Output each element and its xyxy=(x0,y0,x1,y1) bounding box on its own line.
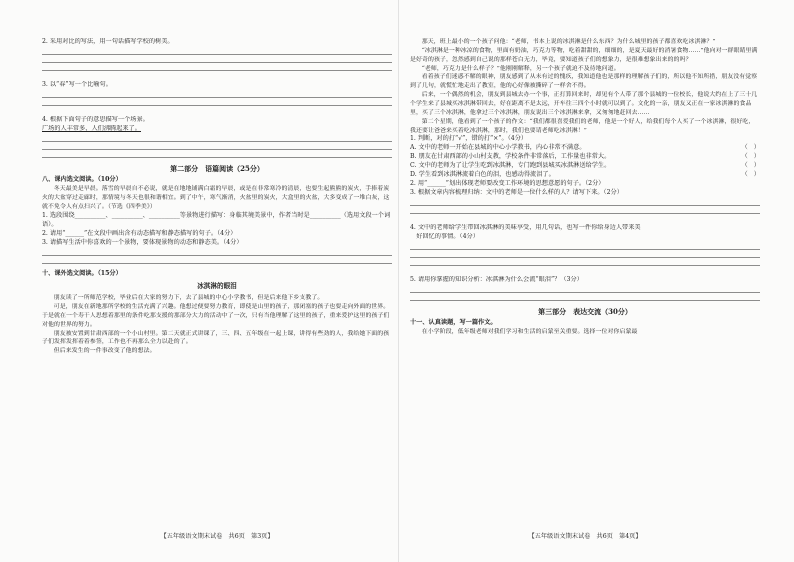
answer-line[interactable] xyxy=(410,249,760,250)
answer-line[interactable] xyxy=(42,70,392,71)
left-q2: 2. 采用对比的写法，用一句话描写学校的树美。 xyxy=(42,38,174,45)
page-divider xyxy=(398,0,399,562)
r1-q1: 1. 选段围绕__________、__________、__________等景物进行描写：身临其境美景中，作者当时是__________（选用文段一个词语）。 xyxy=(42,211,391,228)
right-q2: 2. 用“______”划出体现老师要改变工作环境的思想意愿的句子。（2分） xyxy=(410,180,605,188)
sec11-text: 在小学阶段，低年级老师对我们学习和生活的启蒙至关重要。选择一位对你启蒙最 xyxy=(421,329,638,336)
right-q1: 1. 判断，对的打“√”，错的打“×”。（4分） xyxy=(410,135,528,143)
answer-line[interactable] xyxy=(42,97,392,98)
answer-line[interactable] xyxy=(410,300,760,301)
answer-line[interactable] xyxy=(42,157,392,158)
reading1-text: 冬天最美是早晨。落雪的早晨自不必说，就是在地地铺满白霜的早晨，或是在非常寒冷的清晨，也要生起熊熊的炭火，手捧着炭火的大盆穿过走廊时，那情境与冬天也很和谐相宜。到了中午，寒气渐消，火盆里的炭火，大盒里的火盆，大多变成了一堆白灰，这就不免令人有点扫兴了。（节选《四季美》） xyxy=(42,186,390,210)
answer-line[interactable] xyxy=(410,257,760,258)
story-p2: 可是，朋友在新地那所学校的生活充满了兴趣。他想过便要努力教育，即使是山里的孩子，那闭塞的孩子也要走向外面的世界。于是就在一个寿干人思想着那里的条件吃那支援的那部分大力的活动中了一次，只有当他理解了这里的孩子，重来爱护这里的孩子们对他的世界的努力。 xyxy=(42,303,390,328)
right-footer: 【五年级语文期末试卷 共6页 第4页】 xyxy=(528,533,642,540)
left-footer: 【五年级语文期末试卷 共6页 第3页】 xyxy=(160,533,274,540)
r1-q2: 2. 请用“______”在文段中画出含有动态描写和静态描写的句子。（4分） xyxy=(42,229,237,237)
story-p7: “老师，巧克力是什么样子？”他刚刚解释，另一个孩子就迫不及待地问道。 xyxy=(421,65,620,72)
story-p6: “冰淇淋是一种冰凉的食物，里面有奶油，巧克力等物，吃着甜甜的，细细的，是夏天最好的消暑食物……”他向对一群眼睛里满是好奇的孩子，忽然感到自己说的那样苍白无力，毕竟，要知道孩子们的想象力，是很难想象出来的的吗？ xyxy=(410,47,758,63)
option-b-text: B. 朋友在甘肃西部的小山村支教，学校条件非常落后，工作量也非常大。 xyxy=(410,153,611,161)
answer-line[interactable] xyxy=(42,105,392,106)
answer-line[interactable] xyxy=(410,205,760,206)
story-title: 冰淇淋的眼泪 xyxy=(197,281,237,290)
sec11-title: 十一、认真读题，写一篇作文。 xyxy=(410,319,497,327)
story-p5: 那天，班上最小的一个孩子问他：“老师，书本上说的冰淇淋是什么东西？为什么城里的孩子都喜欢吃冰淇淋？” xyxy=(421,39,716,45)
left-page xyxy=(42,38,392,356)
left-q3: 3. 以“春”写一个比喻句。 xyxy=(42,80,112,88)
answer-line[interactable] xyxy=(42,62,392,63)
option-d-paren[interactable]: （ ） xyxy=(741,171,760,179)
right-q3: 3. 根据文章内容梳理归纳：文中的老师是一位什么样的人？请写下来。（2分） xyxy=(410,189,623,197)
left-q4-sentence: 广场的人丰常多，人们沸腾起来了。 xyxy=(42,124,141,132)
option-b-paren[interactable]: （ ） xyxy=(741,153,760,161)
answer-line[interactable] xyxy=(42,255,392,256)
option-a-paren[interactable]: （ ） xyxy=(741,144,760,152)
part2-title: 第二部分 语篇阅读（25分） xyxy=(170,163,264,173)
option-a-text: A. 文中的老师一开始在县城的中心小学教书，内心非常不满意。 xyxy=(410,144,586,152)
left-q4: 4. 根据下面句子的意思描写一个场景。 xyxy=(42,115,149,123)
story-p8: 看着孩子们迷惑不解的眼神，朋友感到了从未有过的愧疚，我知道他也是那样的理解孩子们的，所以他不知所措，朋友没有觉察到了几句，就慌忙地走出了教室，他的心好像被撕碎了一样舍不得。 xyxy=(410,74,758,90)
answer-line[interactable] xyxy=(410,265,760,266)
answer-line[interactable] xyxy=(410,292,760,293)
part3-title: 第三部分 表达交流（30分） xyxy=(538,307,632,317)
option-d-text: D. 学生看到冰淇淋流着白色的泪，也感动得流泪了。 xyxy=(410,171,555,179)
story-p10: 第二个星期，他看到了一个孩子的作文：“我们都很喜爱我们的老师，他是一个好人，给我们每个人买了一个冰淇淋，很好吃，我还要让爸爸来买着吃冰淇淋，那时，我们也要请老师吃冰淇淋！” xyxy=(410,118,755,134)
answer-line[interactable] xyxy=(42,149,392,150)
sec8-title: 八、课内选文阅读。（10分） xyxy=(42,176,122,184)
right-q4a: 4. 文中的老师给学生带回冰淇淋的美味享受，用几句话，也写一件你给身边人带来美 xyxy=(410,224,641,232)
answer-line[interactable] xyxy=(410,213,760,214)
r1-q3: 3. 请描写生活中你喜欢的一个景物，要体现景物的动态和静态美。（4分） xyxy=(42,238,243,246)
story-p4: 但后来发生的一件事改变了他的想法。 xyxy=(53,348,156,355)
sec10-title: 十、课外选文阅读。（15分） xyxy=(42,269,122,277)
answer-line[interactable] xyxy=(42,263,392,264)
story-p9: 后来，一个偶然的机会，朋友到县城去办一个事，正打算回来时，却见有个人带了那个县城的一位校长，他说大约在上了三十几个学生来了县城买冰淇淋带回去，好在距离不是太远，开车往三四个小时就可以到了。文化的一亲，朋友又正在一家冰淇淋的食品里，买了三个冰淇淋，他拿过三个冰淇淋，朋友说出三个冰淇淋来拿，又匆匆地赶回去…… xyxy=(410,92,758,116)
answer-line[interactable] xyxy=(42,141,392,142)
option-c-text: C. 文中的老师为了让学生吃到冰淇淋，专门跑到县城买冰淇淋送给学生。 xyxy=(410,162,611,170)
story-p1: 朋友读了一所师范学校，毕业后在大家的努力下，去了县城的中心小学教书，但是后来他下乡支教了。 xyxy=(53,295,324,302)
story-p3: 朋友被安置到甘肃西部的一个小山村里。第二天就正式讲课了，三、四、五年级在一起上课，讲得有些劲的人，我给她下面的孩子们发挥发挥着着参签，工作也不再那么全力以赴的了。 xyxy=(42,330,390,346)
right-q5: 5. 请用你掌握的知识分析：冰淇淋为什么会流“眼泪”？（3分） xyxy=(410,276,583,284)
option-c-paren[interactable]: （ ） xyxy=(741,162,760,170)
right-q4b: 好回忆的事情。（4分） xyxy=(416,233,479,241)
answer-line[interactable] xyxy=(42,54,392,55)
right-page xyxy=(410,38,760,337)
